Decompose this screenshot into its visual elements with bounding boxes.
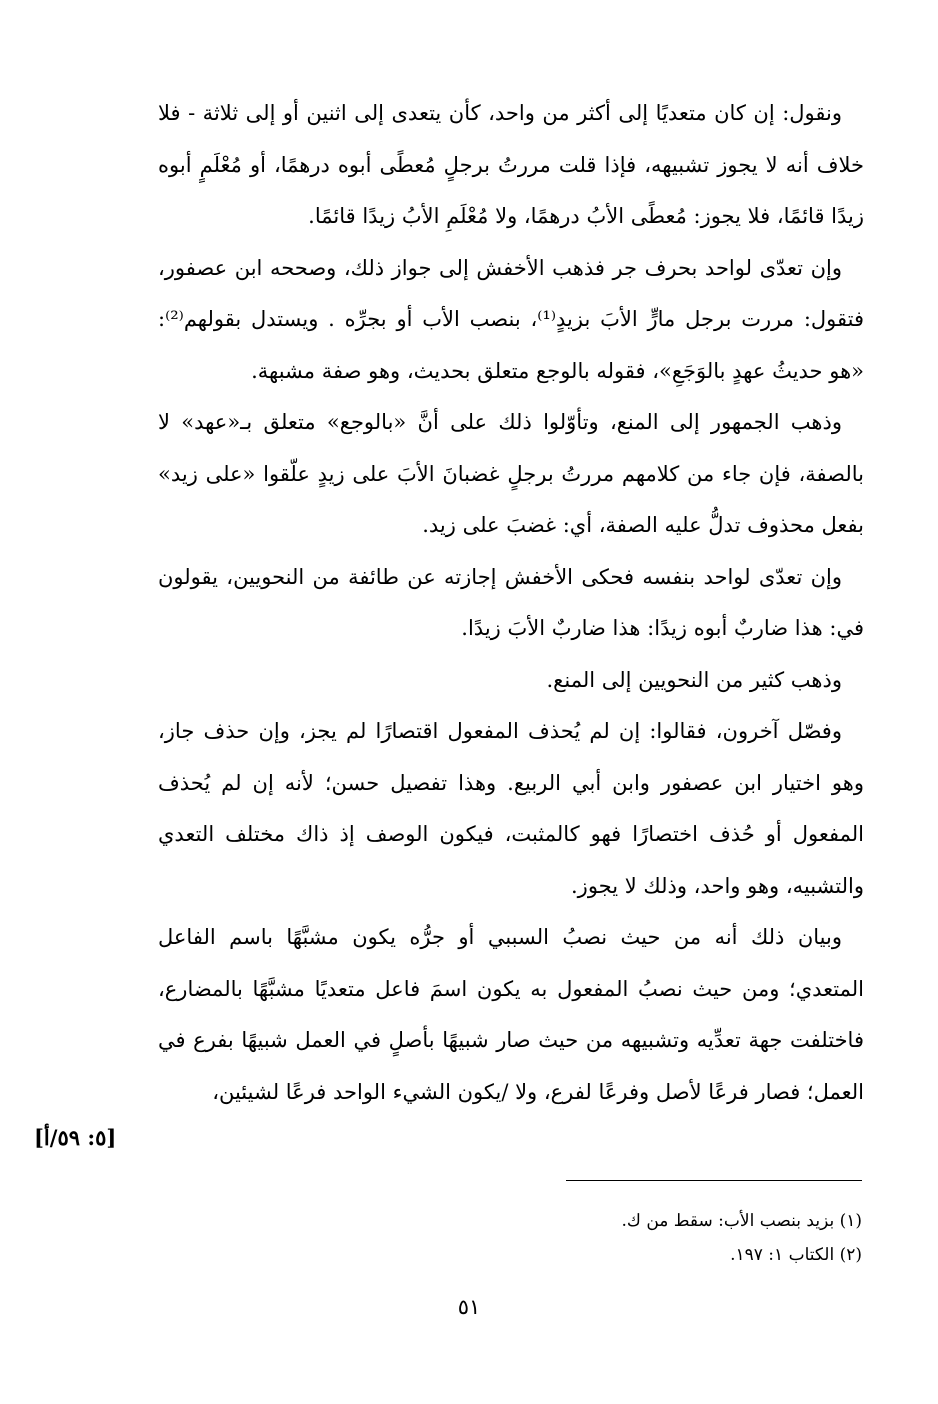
page-number: ٥١ bbox=[457, 1295, 481, 1319]
footnote-separator bbox=[566, 1180, 862, 1181]
paragraph-5: وذهب كثير من النحويين إلى المنع. bbox=[546, 667, 842, 692]
footnote-1: (١) بزيد بنصب الأب: سقط من ك. bbox=[621, 1211, 862, 1231]
main-text bbox=[158, 88, 864, 1118]
paragraph-6: وفصّل آخرون، فقالوا: إن لم يُحذف المفعول اقتصارًا لم يجز، وإن حذف جاز، وهو اختيار ابن عصفور وابن أبي الربيع. وهذا تفصيل حسن؛ لأنه إن لم يُحذف المفعول أو حُذف اختصارًا فهو كالمثبت، فيكون الوصف إذ ذاك مختلف التعدي والتشبيه، وهو واحد، وذلك لا يجوز. bbox=[158, 719, 864, 898]
paragraph-4: وإن تعدّى لواحد بنفسه فحكى الأخفش إجازته عن طائفة من النحويين، يقولون في: هذا ضاربٌ أبوه زيدًا: هذا ضاربٌ الأبَ زيدًا. bbox=[158, 564, 864, 640]
paragraph-1: ونقول: إن كان متعديًا إلى أكثر من واحد، كأن يتعدى إلى اثنين أو إلى ثلاثة - فلا خلاف أنه لا يجوز تشبيهه، فإذا قلت مررتُ برجلٍ مُعطًى أبوه درهمًا، أو مُعْلَمٍ أبوه زيدًا قائمًا، فلا يجوز: مُعطًى الأبُ درهمًا، ولا مُعْلَمِ الأبُ زيدًا قائمًا. bbox=[158, 101, 864, 228]
footnote-2: (٢) الكتاب ١: ١٩٧. bbox=[730, 1245, 862, 1265]
paragraph-3: وذهب الجمهور إلى المنع، وتأوّلوا ذلك على أنَّ «بالوجع» متعلق بـ«عهد» لا بالصفة، فإن جاء من كلامهم مررتُ برجلٍ غضبانَ الأبَ على زيدٍ علّقوا «على زيد» بفعل محذوف تدلُّ عليه الصفة، أي: غضبَ على زيد. bbox=[158, 410, 864, 537]
manuscript-margin-reference: [٥: ٥٩/أ] bbox=[34, 1125, 117, 1150]
paragraph-2: وإن تعدّى لواحد بحرف جر فذهب الأخفش إلى جواز ذلك، وصححه ابن عصفور، فتقول: مررت برجل مارٍّ الأبَ بزيدٍ⁽¹⁾، بنصب الأب أو بجرِّه . ويستدل بقولهم⁽²⁾: «هو حديثُ عهدٍ بالوَجَعِ»، فقوله بالوجع متعلق بحديث، وهو صفة مشبهة. bbox=[158, 255, 864, 383]
footnotes bbox=[440, 1204, 862, 1272]
paragraph-7: وبيان ذلك أنه من حيث نصبُ السببي أو جرُّه يكون مشبَّهًا باسم الفاعل المتعدي؛ ومن حيث نصبُ المفعول به يكون اسمَ فاعل متعديًا مشبَّهًا بالمضارع، فاختلفت جهة تعدِّيه وتشبيهه من حيث صار شبيهًا بأصلٍ في العمل شبيهًا بفرع في العمل؛ فصار فرعًا لأصل وفرعًا لفرع، ولا /يكون الشيء الواحد فرعًا لشيئين، bbox=[158, 925, 864, 1104]
